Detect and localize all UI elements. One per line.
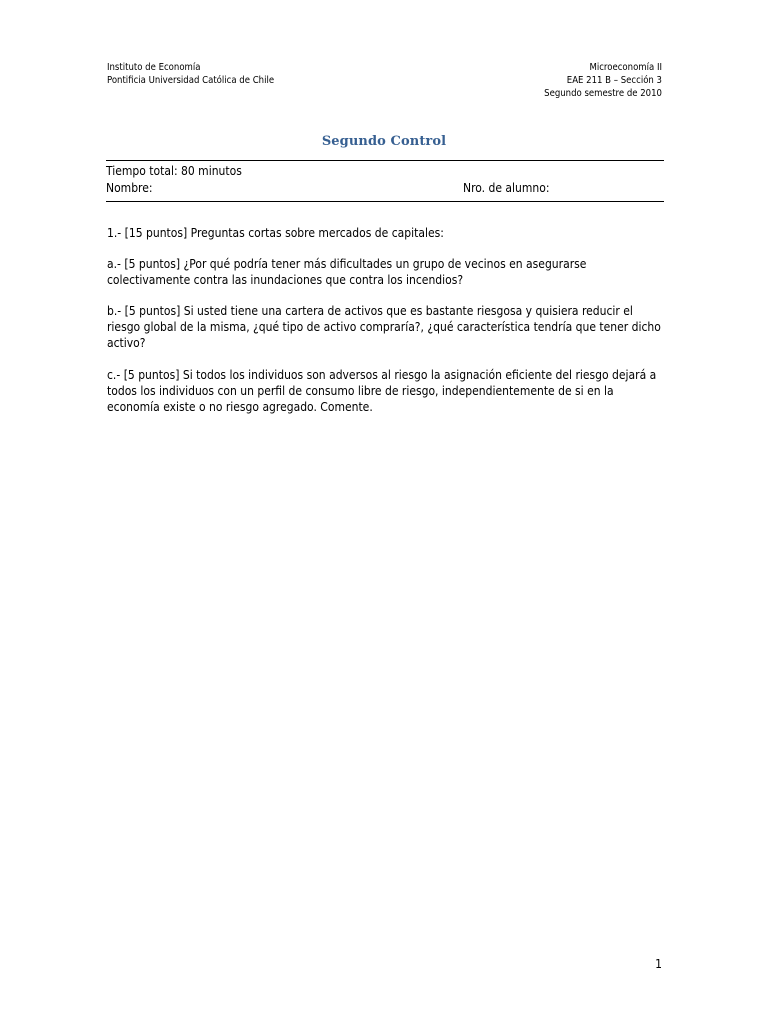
question-a-tag: a.- [5 puntos]: [107, 257, 181, 271]
page-number: 1: [655, 957, 662, 971]
question-c-tag: c.- [5 puntos]: [107, 368, 180, 382]
question-a: [107, 256, 667, 288]
header-course: [544, 61, 662, 100]
university-name: Pontificia Universidad Católica de Chile: [107, 75, 275, 86]
question-b-text: Si usted tiene una cartera de activos que es bastante riesgosa y quisiera reducir el riesgo global de la misma, ¿qué tipo de activo compraría?, ¿qué característica tendría que tener dicho activo?: [107, 304, 661, 350]
name-label: Nombre:: [106, 181, 153, 195]
question-b: [107, 303, 667, 351]
info-row-student: [106, 180, 664, 196]
exam-title: Segundo Control: [321, 134, 447, 149]
question-b-tag: b.- [5 puntos]: [107, 304, 181, 318]
question-1-intro: [107, 225, 667, 241]
question-c: [107, 367, 667, 415]
student-number-label: Nro. de alumno:: [463, 181, 550, 195]
course-name: Microeconomía II: [589, 62, 662, 73]
exam-info-box: [106, 160, 664, 202]
institute-name: Instituto de Economía: [107, 62, 201, 73]
total-time: Tiempo total: 80 minutos: [106, 164, 242, 178]
course-section: EAE 211 B – Sección 3: [566, 75, 662, 86]
header-institution: [107, 61, 274, 87]
semester: Segundo semestre de 2010: [544, 88, 662, 99]
question-1-tag: 1.- [15 puntos]: [107, 226, 188, 240]
question-c-text: Si todos los individuos son adversos al riesgo la asignación eficiente del riesgo dejará a todos los individuos con un perfil de consumo libre de riesgo, independientemente de si en la economía existe o no riesgo agregado. Comente.: [107, 368, 657, 414]
question-1-text: Preguntas cortas sobre mercados de capitales:: [187, 226, 444, 240]
question-a-text: ¿Por qué podría tener más dificultades un grupo de vecinos en asegurarse colectivamente contra las inundaciones que contra los incendios?: [107, 257, 587, 287]
